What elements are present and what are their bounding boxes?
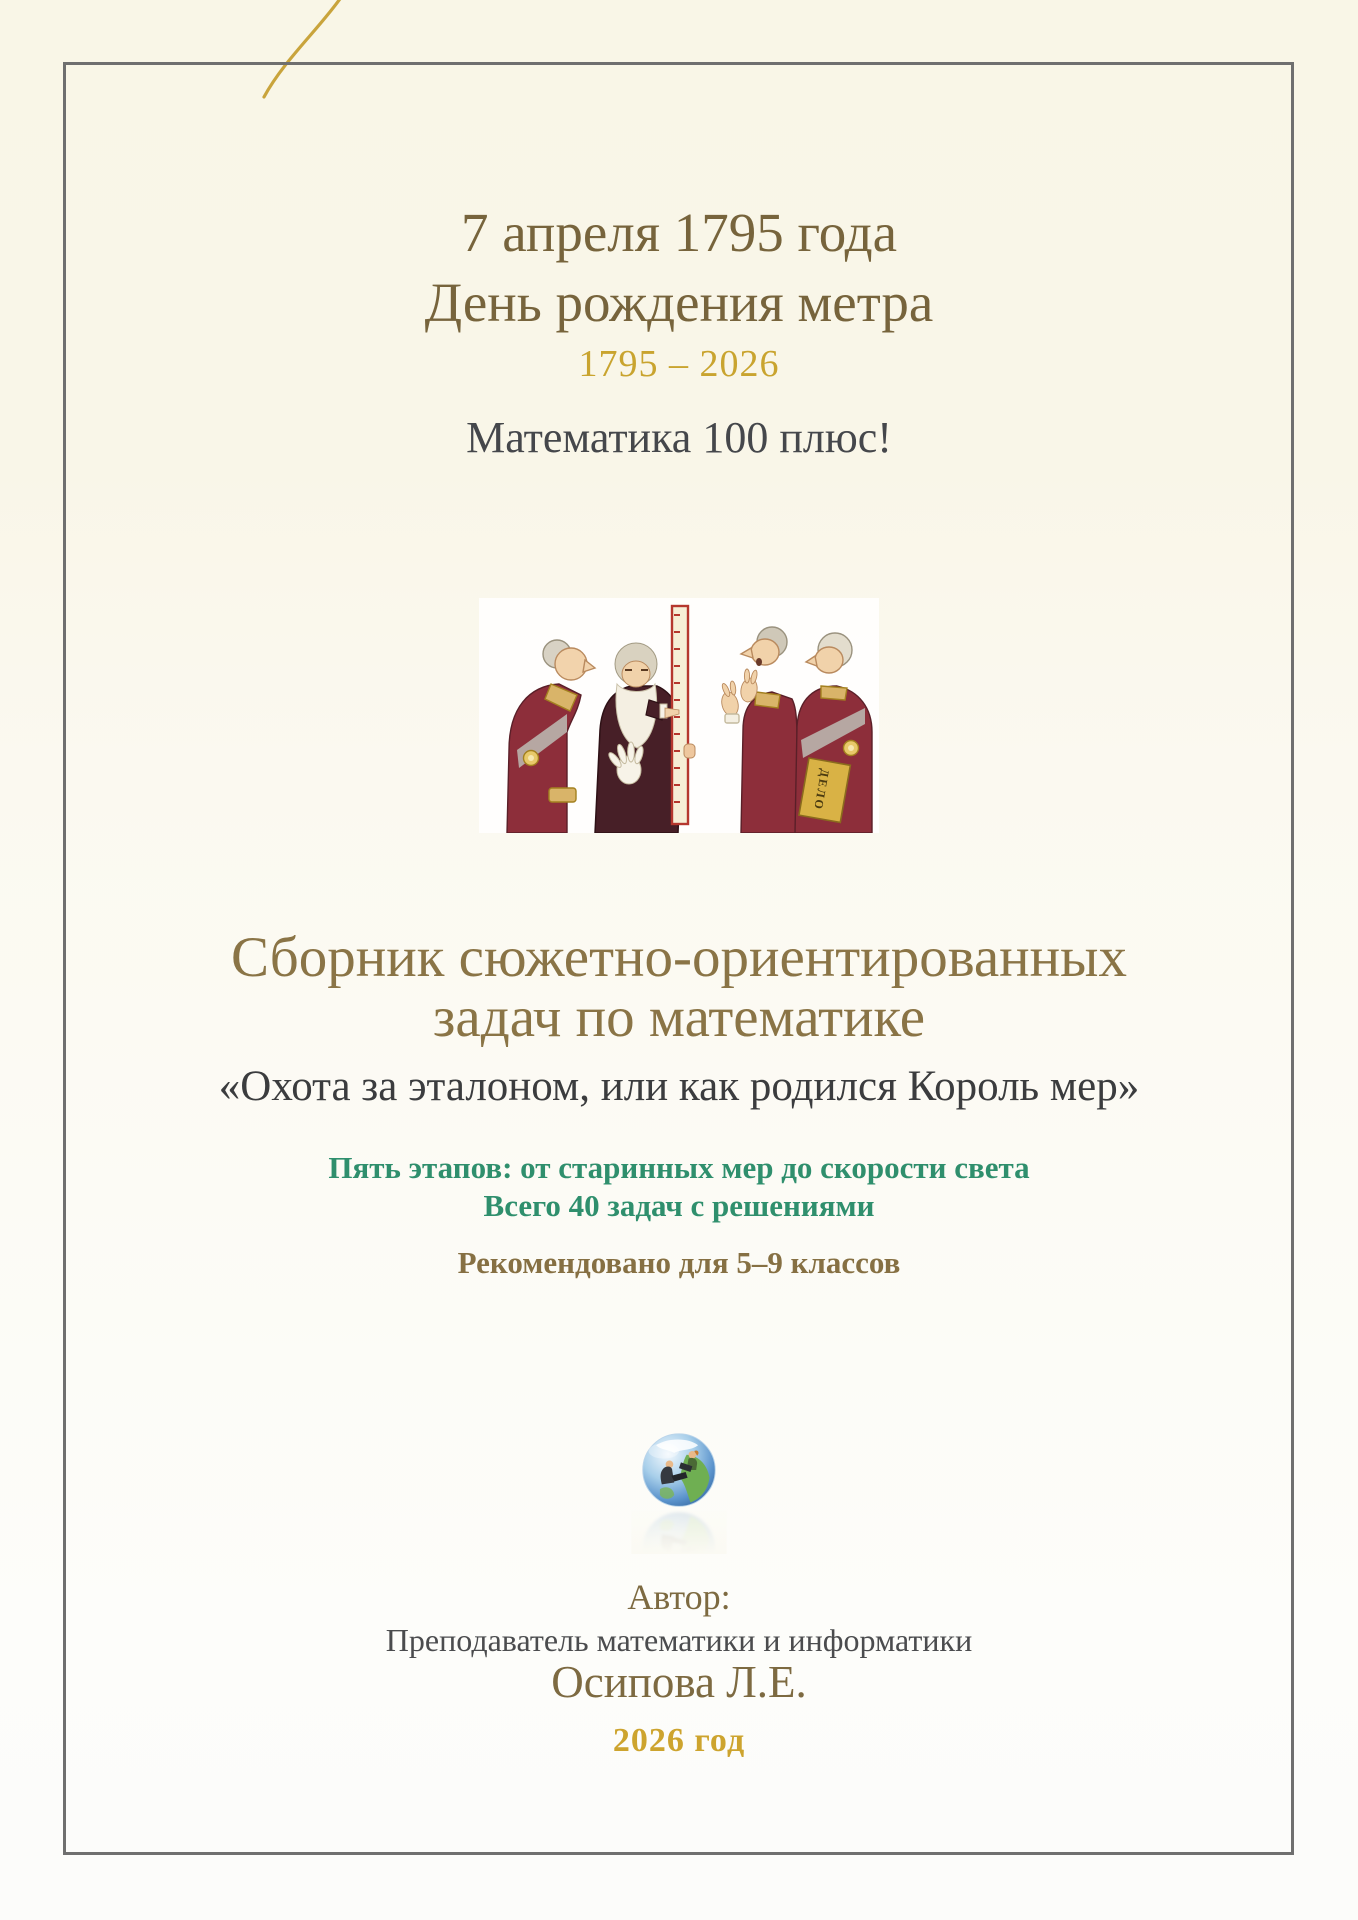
years-range: 1795 – 2026 (578, 343, 780, 385)
author-label: Автор: (627, 1577, 731, 1617)
folder-label: ДЕЛО (811, 767, 833, 812)
page-title (0, 198, 1358, 338)
recommendation: Рекомендовано для 5–9 классов (457, 1245, 901, 1280)
author-name: Осипова Л.Е. (551, 1657, 807, 1707)
author-occupation: Преподаватель математики и информатики (385, 1622, 973, 1658)
publication-year: 2026 год (612, 1722, 746, 1759)
folder (799, 758, 850, 822)
title-line-1: 7 апреля 1795 года (460, 202, 898, 263)
book-title-line-1: Сборник сюжетно-ориентированных (231, 926, 1127, 989)
gold-arc-decoration (230, 0, 360, 100)
book-title (0, 928, 1358, 1048)
meter-birth-illustration (479, 598, 879, 833)
globe-icon (631, 1430, 727, 1554)
slogan: Математика 100 плюс! (466, 413, 892, 462)
feature-stages: Пять этапов: от старинных мер до скорости света (328, 1150, 1030, 1185)
feature-tasks-count: Всего 40 задач с решениями (483, 1188, 875, 1223)
book-subtitle: «Охота за эталоном, или как родился Король мер» (218, 1063, 1140, 1110)
title-line-2: День рождения метра (424, 271, 934, 333)
book-title-line-2: задач по математике (432, 985, 926, 1049)
